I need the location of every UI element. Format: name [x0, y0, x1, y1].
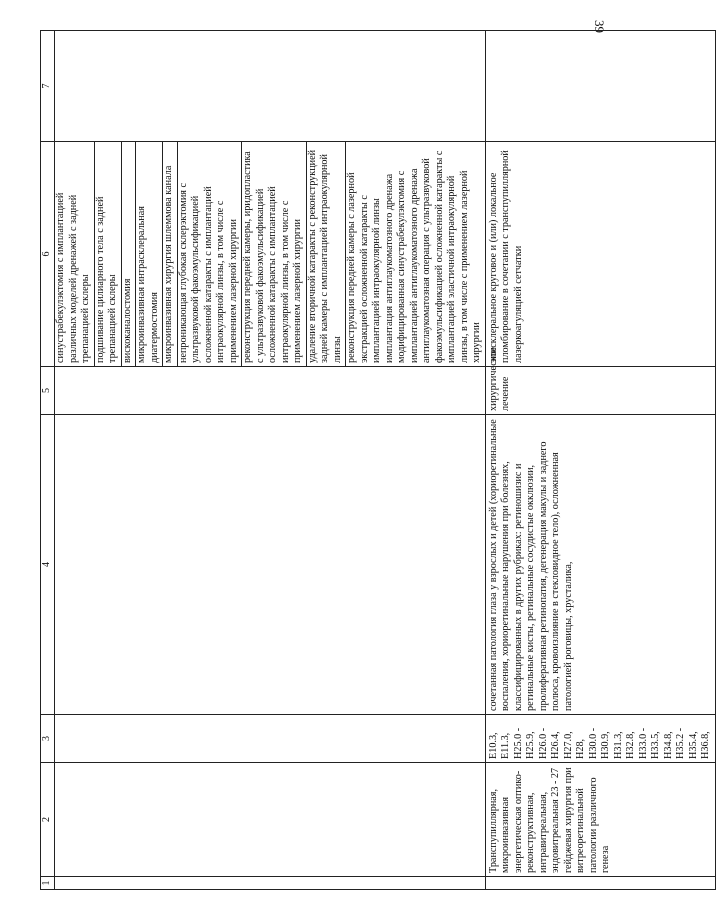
procedures-table — [40, 30, 716, 890]
operation-item: подшивание цилиарного тела с задней трепанацией склеры — [95, 142, 122, 366]
cell-empty — [55, 367, 486, 415]
header-col-4: 4 — [41, 415, 55, 715]
cell-empty — [55, 763, 486, 877]
table-row-upper — [55, 31, 486, 890]
cell-empty — [55, 415, 486, 715]
operation-item: синустрабекулэктомия с имплантацией различных моделей дренажей с задней трепанацией склеры — [55, 142, 95, 366]
operation-item: реконструкция передней камеры, иридопластика с ультразвуковой факоэмульсификацией осложненной катаракты с имплантацией интраокулярной линзы, в том числе с применением лазерной хирургии — [242, 142, 307, 366]
operation-item: реконструкция передней камеры с лазерной экстракцией осложненной катаракты с имплантацией интраокулярной линзы имплантация антиглаукоматозного дренажа модифицированная синустрабекулэктомия с имплантацией антиглаукоматозного дренажа антиглаукоматозная операция с ультразвуковой факоэмульсификацией осложненной катаракты с имплантацией эластичной интраокулярной линзы, в том числе с применением лазерной хирургии — [346, 150, 482, 363]
treatment-method-cell: эписклеральное круговое и (или) локальное пломбирование в сочетании с транспупиллярной лазеркоагуляцией сетчатки — [485, 142, 715, 367]
operation-item: микроинвазивная хирургия шлеммова канала — [163, 142, 178, 366]
method-name-cell: Транспупиллярная, микроинвазивная энергетическая оптико-реконструктивная, интравитреальная, эндовитреальная 23 - 27 гейджевая хирургия при витреоретинальной патологии различного генеза — [485, 763, 715, 877]
cell-empty — [55, 877, 486, 890]
header-col-2: 2 — [41, 763, 55, 877]
header-col-1: 1 — [41, 877, 55, 890]
diagnosis-cell: сочетанная патология глаза у взрослых и детей (хориоретинальные воспаления, хориоретинальные нарушения при болезнях, классифицированных в других рубриках: ретиношизис и ретинальные кисты, ретинальные сосудистые окклюзии, пролиферативная ретинопатия, дегенерация макулы и заднего полюса, кровоизлияние в стекловидное тело), осложненная патологией роговицы, хрусталика, — [485, 415, 715, 715]
operations-cell — [55, 142, 486, 367]
cell-empty — [485, 877, 715, 890]
rotated-table-container — [40, 30, 711, 890]
operation-item: вискоканалостомия — [122, 142, 137, 366]
header-col-7: 7 — [41, 31, 55, 142]
header-col-3: 3 — [41, 715, 55, 763]
treatment-type-cell: хирургическое лечение — [485, 367, 715, 415]
header-row — [41, 31, 55, 890]
cell-empty — [55, 31, 486, 142]
header-col-5: 5 — [41, 367, 55, 415]
table-row-lower — [485, 31, 715, 890]
header-col-6: 6 — [41, 142, 55, 367]
operation-item: непроникающая глубокая склерэктомия с ультразвуковой факоэмульсификацией осложненной катаракты с имплантацией интраокулярной линзы, в том числе с применением лазерной хирургии — [178, 142, 243, 366]
page-number: 39 — [592, 20, 607, 33]
cell-empty — [485, 31, 715, 142]
icd-codes-cell: E10.3, E11.3, H25.0 - H25.9, H26.0 - H26.4, H27.0, H28, H30.0 - H30.9, H31.3, H32.8, H33.0 - H33.5, H34.8, H35.2 - H35.4, H36.8, — [485, 715, 715, 763]
cell-empty — [55, 715, 486, 763]
operation-item: удаление вторичной катаракты с реконструкцией задней камеры с имплантацией интраокулярной линзы — [307, 142, 347, 366]
operation-item: микроинвазивная интрасклеральная диатермостомия — [136, 142, 163, 366]
